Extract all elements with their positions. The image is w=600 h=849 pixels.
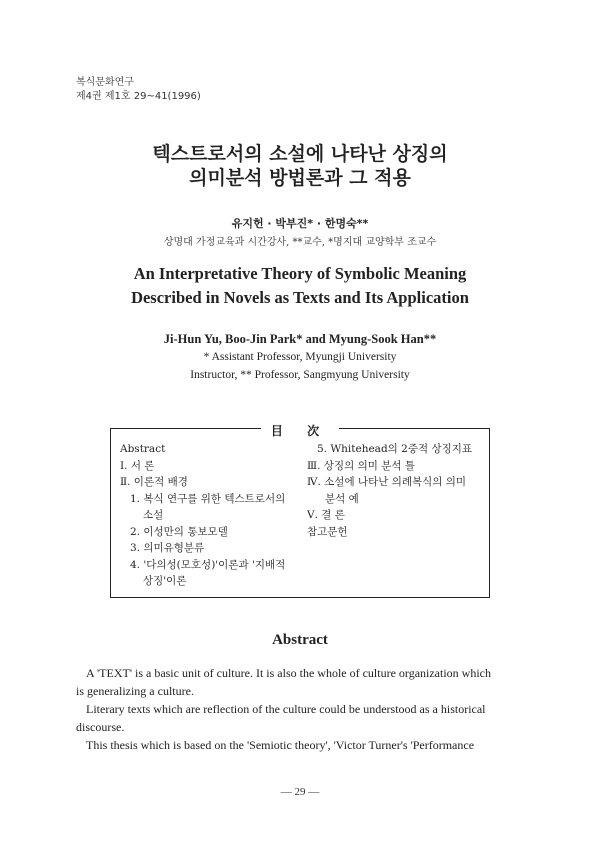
abstract-line: discourse. bbox=[76, 720, 125, 734]
page-number: — 29 — bbox=[280, 786, 320, 798]
journal-issue: 제4권 제1호 29~41(1996) bbox=[76, 91, 201, 102]
abstract-body bbox=[76, 664, 526, 754]
toc-item: 2. 이성만의 통보모델 bbox=[130, 525, 228, 538]
toc-left-column bbox=[120, 441, 305, 590]
toc-item: Ⅴ. 결 론 bbox=[307, 509, 345, 521]
korean-title-line2: 의미분석 방법론과 그 적용 bbox=[189, 167, 411, 189]
english-title-line1: An Interpretative Theory of Symbolic Meaning bbox=[133, 264, 467, 283]
english-title-line2: Described in Novels as Texts and Its Application bbox=[131, 288, 469, 307]
abstract-line: Literary texts which are reflection of the culture could be understood as a historical bbox=[86, 702, 486, 716]
abstract-line: A 'TEXT' is a basic unit of culture. It is also the whole of culture organization which bbox=[86, 666, 491, 680]
toc-heading bbox=[0, 420, 600, 439]
toc-item: 분석 예 bbox=[325, 492, 359, 505]
abstract-line: This thesis which is based on the 'Semiotic theory', 'Victor Turner's 'Performance bbox=[86, 738, 475, 752]
toc-item: Ⅲ. 상징의 의미 분석 틀 bbox=[307, 459, 415, 472]
toc-item: 5. Whitehead의 2중적 상징지표 bbox=[317, 443, 473, 455]
toc-item: 상징'이론 bbox=[143, 575, 187, 587]
toc-item: 소설 bbox=[143, 509, 164, 521]
toc-item: Abstract bbox=[120, 443, 166, 455]
toc-item: Ⅱ. 이론적 배경 bbox=[120, 476, 188, 488]
toc-right-column bbox=[307, 441, 487, 540]
english-affiliation-line2: Instructor, ** Professor, Sangmyung University bbox=[190, 369, 410, 381]
korean-title bbox=[0, 142, 600, 190]
english-title bbox=[0, 262, 600, 310]
abstract-heading: Abstract bbox=[272, 632, 328, 648]
english-authors: Ji-Hun Yu, Boo-Jin Park* and Myung-Sook Han** bbox=[163, 332, 437, 346]
korean-authors: 유지헌 · 박부진* · 한명숙** bbox=[231, 217, 369, 230]
korean-affiliation: 상명대 가정교육과 시간강사, **교수, *명지대 교양학부 조교수 bbox=[163, 237, 437, 248]
toc-item: 1. 복식 연구를 위한 텍스트로서의 bbox=[130, 492, 286, 505]
korean-title-line1: 텍스트로서의 소설에 나타난 상징의 bbox=[152, 143, 448, 165]
toc-item: 4. '다의성(모호성)'이론과 '지배적 bbox=[130, 558, 286, 571]
journal-name: 복식문화연구 bbox=[76, 77, 134, 88]
journal-info bbox=[76, 76, 201, 104]
toc-item: 참고문헌 bbox=[307, 525, 348, 538]
english-affiliation-line1: * Assistant Professor, Myungji University bbox=[203, 351, 397, 363]
toc-item: Ⅳ. 소설에 나타난 의례복식의 의미 bbox=[307, 476, 467, 488]
toc-item: 3. 의미유형분류 bbox=[130, 542, 205, 554]
toc-heading-text: 目 次 bbox=[261, 424, 339, 438]
abstract-line: is generalizing a culture. bbox=[76, 684, 194, 698]
toc-item: Ⅰ. 서 론 bbox=[120, 459, 155, 472]
